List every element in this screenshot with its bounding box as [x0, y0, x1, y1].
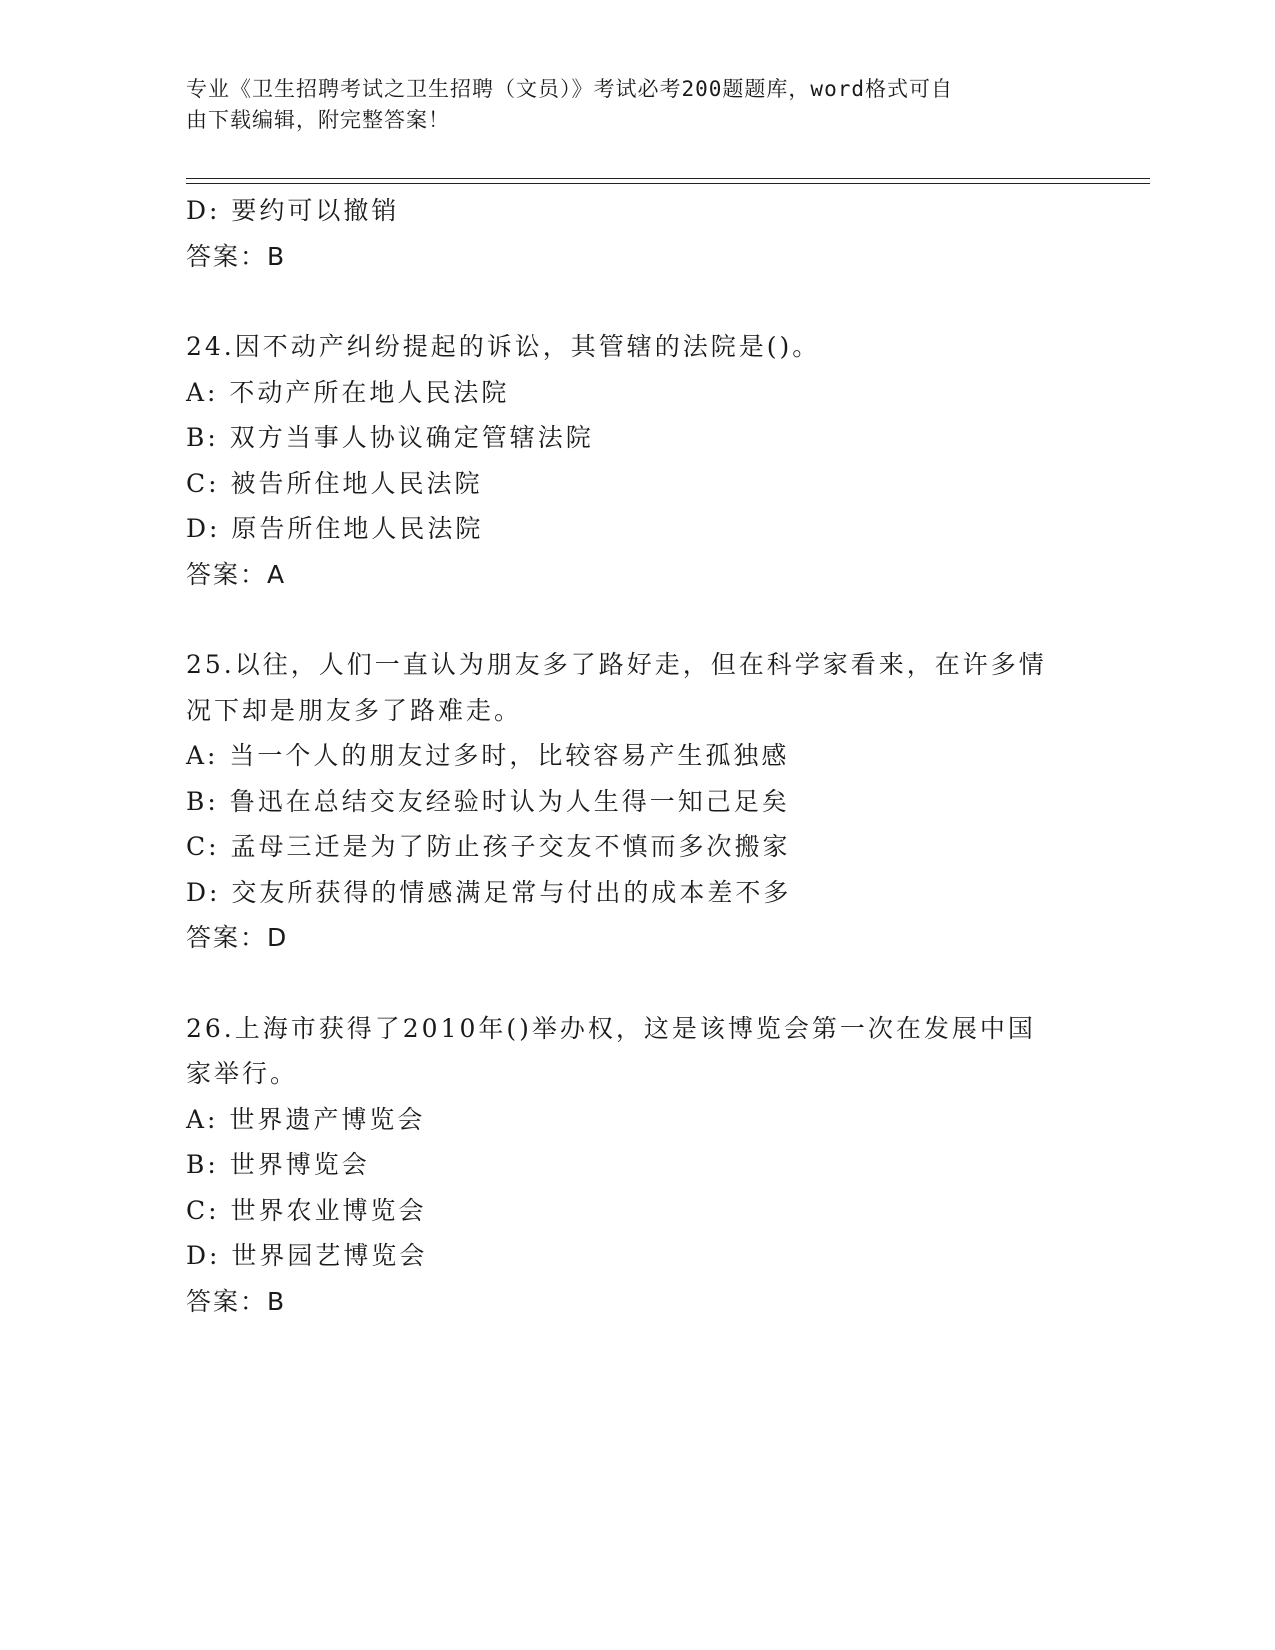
option-c: C: 孟母三迁是为了防止孩子交友不慎而多次搬家	[186, 832, 791, 861]
option-b: B: 世界博览会	[186, 1150, 370, 1179]
header-rule-bottom	[186, 183, 1150, 184]
document-header	[186, 74, 1066, 136]
option-d: D: 世界园艺博览会	[186, 1241, 428, 1270]
answer-line: 答案：B	[186, 1286, 287, 1316]
question-24	[186, 324, 1086, 597]
previous-question-tail	[186, 188, 1086, 279]
answer-line: 答案：D	[186, 923, 289, 952]
question-list	[186, 188, 1086, 1324]
header-line-2: 由下载编辑，附完整答案！	[186, 108, 450, 132]
question-stem-line-1: 26.上海市获得了2010年()举办权，这是该博览会第一次在发展中国	[186, 1013, 1036, 1043]
question-stem-line-2: 家举行。	[186, 1059, 299, 1088]
answer-line: 答案：B	[186, 241, 287, 271]
question-spacer	[186, 961, 1086, 1006]
option-b: B: 双方当事人协议确定管辖法院	[186, 423, 594, 452]
header-rule-top	[186, 178, 1150, 179]
option-c: C: 被告所住地人民法院	[186, 468, 483, 498]
header-line-1: 专业《卫生招聘考试之卫生招聘（文员）》考试必考200题题库，word格式可自	[186, 77, 953, 101]
question-stem-line-1: 25.以往，人们一直认为朋友多了路好走，但在科学家看来，在许多情	[186, 650, 1047, 679]
option-d: D: 原告所住地人民法院	[186, 514, 484, 543]
question-stem-line-2: 况下却是朋友多了路难走。	[186, 695, 523, 725]
option-c: C: 世界农业博览会	[186, 1195, 427, 1225]
option-a: A: 世界遗产博览会	[186, 1104, 426, 1134]
question-25	[186, 642, 1086, 961]
option-d: D: 交友所获得的情感满足常与付出的成本差不多	[186, 877, 792, 907]
question-stem: 24.因不动产纠纷提起的诉讼，其管辖的法院是()。	[186, 332, 821, 361]
question-spacer	[186, 279, 1086, 324]
option-b: B: 鲁迅在总结交友经验时认为人生得一知己足矣	[186, 786, 790, 816]
question-spacer	[186, 597, 1086, 642]
question-26	[186, 1006, 1086, 1325]
option-d: D: 要约可以撤销	[186, 196, 400, 225]
answer-line: 答案：A	[186, 559, 287, 589]
option-a: A: 不动产所在地人民法院	[186, 377, 510, 407]
option-a: A: 当一个人的朋友过多时，比较容易产生孤独感	[186, 741, 790, 770]
